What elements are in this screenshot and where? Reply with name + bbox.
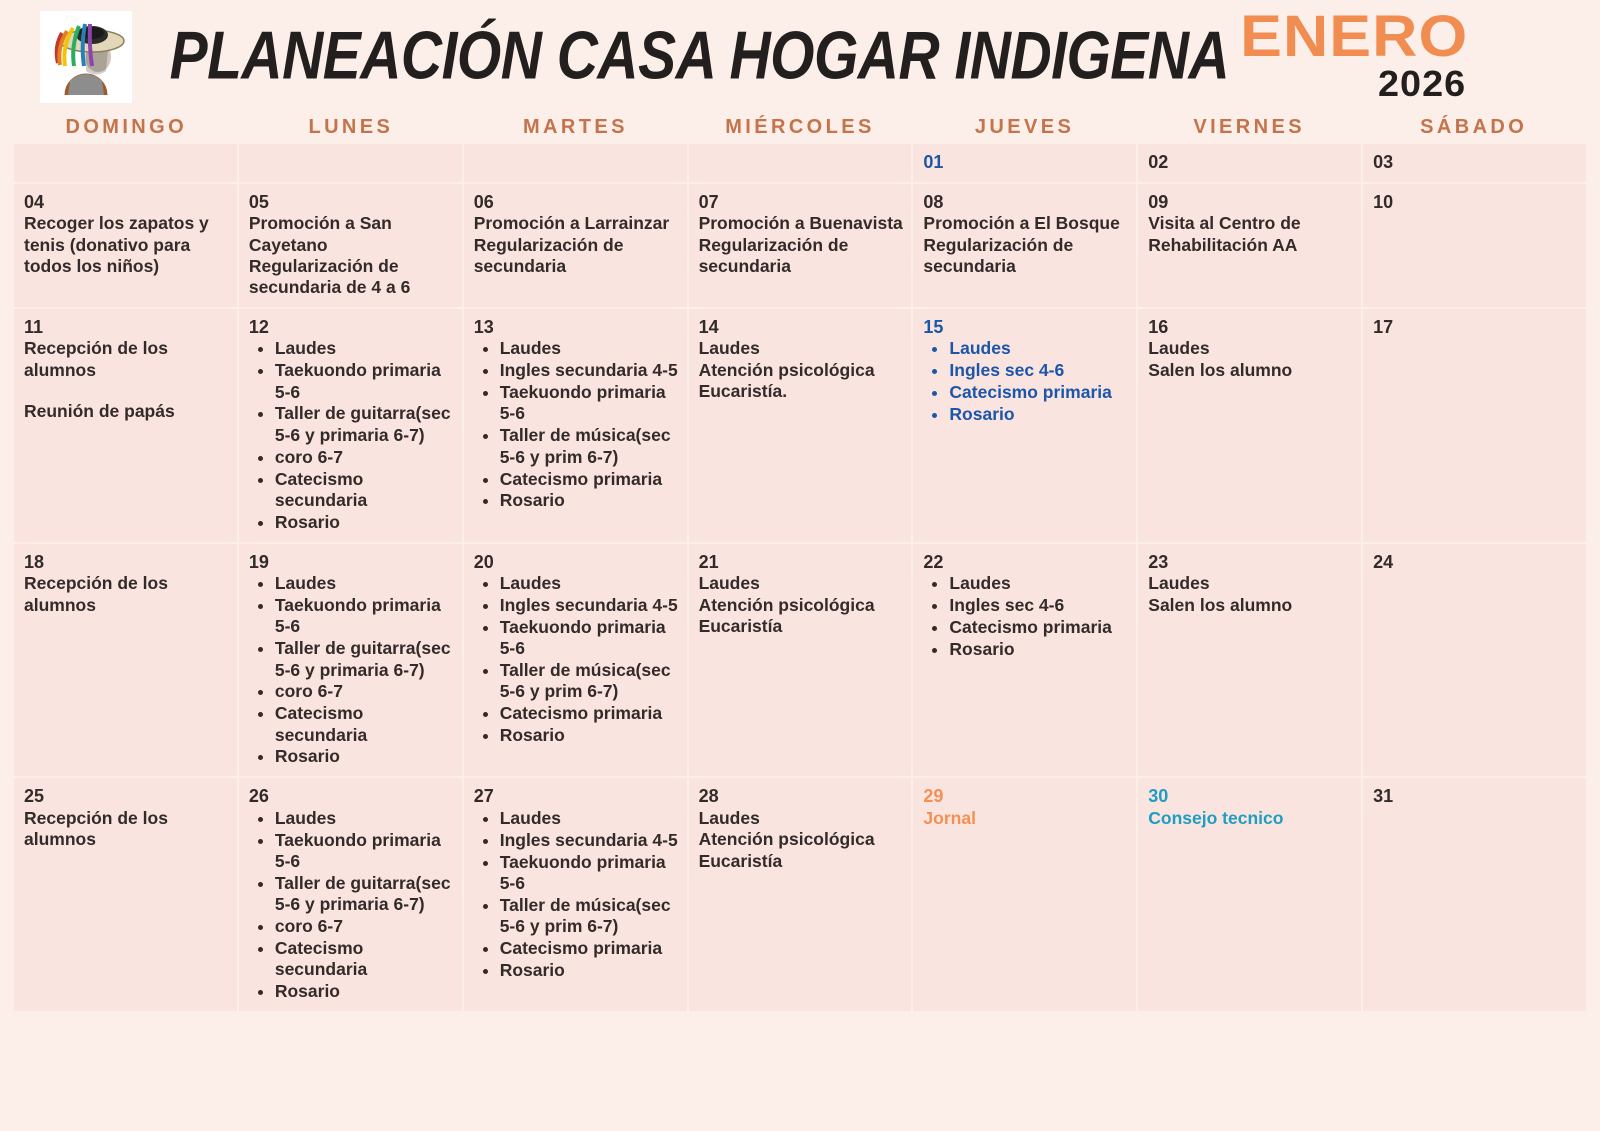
calendar-day-cell[interactable] bbox=[913, 778, 1136, 1011]
day-note-line: Consejo tecnico bbox=[1148, 808, 1284, 828]
weekday-label-2: MARTES bbox=[523, 115, 628, 138]
page-title: PLANEACIÓN CASA HOGAR INDIGENA bbox=[169, 18, 1230, 94]
calendar-day-cell[interactable] bbox=[14, 778, 237, 1011]
calendar-day-cell[interactable] bbox=[1138, 309, 1361, 542]
day-activity-item: • Taller de guitarra(sec 5-6 y primaria 6-7) bbox=[275, 638, 454, 681]
weekday-label-1: LUNES bbox=[308, 115, 394, 138]
day-note-block bbox=[1148, 213, 1353, 256]
day-number: 04 bbox=[24, 191, 45, 212]
day-activity-item: • Catecismo secundaria bbox=[275, 938, 454, 981]
day-number: 05 bbox=[248, 191, 269, 212]
calendar-day-cell[interactable] bbox=[913, 144, 1136, 182]
day-activity-item: • Taekuondo primaria 5-6 bbox=[275, 595, 454, 638]
calendar-day-cell[interactable] bbox=[239, 544, 462, 777]
day-note-line: Recoger los zapatos y tenis (donativo para todos los niños) bbox=[24, 213, 209, 277]
calendar-cell-empty bbox=[239, 144, 462, 182]
weekday-header-row bbox=[0, 110, 1600, 144]
calendar-day-cell[interactable] bbox=[1363, 184, 1586, 307]
day-note-line: Recepción de los alumnos bbox=[24, 808, 168, 850]
calendar-cell-empty bbox=[689, 144, 912, 182]
calendar-day-cell[interactable] bbox=[14, 309, 237, 542]
weekday-label-5: VIERNES bbox=[1193, 115, 1305, 138]
calendar-day-cell[interactable] bbox=[464, 309, 687, 542]
day-number: 20 bbox=[473, 551, 494, 572]
day-number: 19 bbox=[248, 551, 269, 572]
day-note-block bbox=[24, 808, 229, 851]
day-note-block bbox=[699, 808, 904, 872]
day-activity-item: • Rosario bbox=[949, 404, 1128, 425]
day-activity-item: • Ingles secundaria 4-5 bbox=[500, 830, 679, 851]
day-activity-item: • coro 6-7 bbox=[275, 447, 454, 468]
day-activity-item: • Laudes bbox=[500, 808, 679, 829]
calendar-grid bbox=[0, 144, 1600, 1011]
day-number: 03 bbox=[1373, 152, 1394, 172]
month-label: ENERO bbox=[1239, 4, 1468, 70]
day-note-line: Visita al Centro de Rehabilitación AA bbox=[1148, 213, 1301, 255]
day-note-line: Regularización de secundaria bbox=[473, 234, 624, 277]
calendar-day-cell[interactable] bbox=[239, 309, 462, 542]
day-note-line: Atención psicológica bbox=[698, 594, 875, 615]
day-activity-item: • Ingles secundaria 4-5 bbox=[500, 595, 679, 616]
calendar-day-cell[interactable] bbox=[1363, 309, 1586, 542]
day-note-line: Laudes bbox=[1148, 573, 1210, 594]
day-activity-list bbox=[249, 573, 454, 768]
day-note-block bbox=[1148, 808, 1353, 829]
day-activity-item: • Rosario bbox=[275, 746, 454, 767]
day-activity-item: • Rosario bbox=[275, 981, 454, 1002]
day-activity-list bbox=[474, 338, 679, 511]
calendar-day-cell[interactable] bbox=[14, 544, 237, 777]
calendar-day-cell[interactable] bbox=[689, 184, 912, 307]
day-number: 24 bbox=[1373, 551, 1394, 572]
day-note-line: Eucaristía. bbox=[698, 381, 788, 402]
day-note-line: Laudes bbox=[698, 808, 760, 828]
day-note-line: Regularización de secundaria bbox=[698, 234, 849, 277]
day-note-line: Promoción a El Bosque bbox=[923, 213, 1120, 234]
day-number: 27 bbox=[473, 786, 494, 807]
day-activity-item: • Laudes bbox=[500, 338, 679, 359]
day-number: 12 bbox=[248, 316, 269, 337]
day-note-line: Promoción a Larrainzar bbox=[473, 213, 670, 234]
day-activity-list bbox=[923, 573, 1128, 660]
page-header bbox=[0, 0, 1600, 110]
calendar-day-cell[interactable] bbox=[1363, 544, 1586, 777]
day-activity-item: • Ingles secundaria 4-5 bbox=[500, 360, 679, 381]
day-number: 26 bbox=[248, 786, 269, 807]
day-number: 07 bbox=[698, 191, 719, 212]
day-activity-item: • Catecismo primaria bbox=[949, 382, 1128, 403]
day-activity-item: • Rosario bbox=[275, 512, 454, 533]
calendar-cell-empty bbox=[464, 144, 687, 182]
day-note-line: Laudes bbox=[698, 573, 760, 594]
day-note-block bbox=[24, 573, 229, 616]
day-note-block bbox=[24, 213, 229, 277]
day-activity-item: • Taller de música(sec 5-6 y prim 6-7) bbox=[500, 425, 679, 468]
day-note-line: Recepción de los alumnos bbox=[24, 573, 168, 615]
calendar-day-cell[interactable] bbox=[239, 778, 462, 1011]
day-activity-item: • Taller de guitarra(sec 5-6 y primaria 6-7) bbox=[275, 403, 454, 446]
day-note-block bbox=[474, 213, 679, 277]
day-note-block bbox=[1148, 338, 1353, 381]
day-number: 17 bbox=[1373, 316, 1394, 337]
day-activity-item: • Laudes bbox=[275, 808, 454, 829]
day-activity-list bbox=[474, 808, 679, 981]
day-number: 02 bbox=[1148, 152, 1169, 172]
day-note-line: Reunión de papás bbox=[24, 401, 175, 422]
calendar-cell-empty bbox=[14, 144, 237, 182]
day-activity-item: • coro 6-7 bbox=[275, 916, 454, 937]
day-note-block bbox=[699, 573, 904, 637]
calendar-day-cell[interactable] bbox=[464, 544, 687, 777]
month-year-block bbox=[1239, 4, 1468, 104]
day-note-line: Atención psicológica bbox=[698, 829, 875, 850]
day-activity-item: • Laudes bbox=[949, 338, 1128, 359]
day-activity-item: • Rosario bbox=[500, 960, 679, 981]
day-activity-item: • Catecismo primaria bbox=[949, 617, 1128, 638]
day-activity-item: • Catecismo secundaria bbox=[275, 703, 454, 746]
day-note-block bbox=[923, 213, 1128, 277]
day-number: 01 bbox=[923, 152, 944, 172]
day-note-block bbox=[699, 213, 904, 277]
day-activity-item: • Laudes bbox=[275, 573, 454, 594]
day-number: 25 bbox=[24, 786, 45, 807]
day-activity-item: • Taller de música(sec 5-6 y prim 6-7) bbox=[500, 660, 679, 703]
day-activity-item: • Taekuondo primaria 5-6 bbox=[275, 830, 454, 873]
day-activity-item: • Laudes bbox=[949, 573, 1128, 594]
day-number: 28 bbox=[698, 786, 719, 807]
calendar-day-cell[interactable] bbox=[14, 184, 237, 307]
day-number: 08 bbox=[923, 191, 944, 212]
day-number: 18 bbox=[24, 551, 45, 572]
logo-illustration-icon bbox=[40, 11, 132, 103]
calendar-day-cell[interactable] bbox=[1363, 778, 1586, 1011]
day-activity-item: • Laudes bbox=[275, 338, 454, 359]
day-note-line: Laudes bbox=[698, 338, 760, 359]
day-note-line: Regularización de secundaria bbox=[923, 234, 1074, 277]
day-activity-item: • coro 6-7 bbox=[275, 681, 454, 702]
day-number: 30 bbox=[1148, 786, 1169, 807]
day-number: 14 bbox=[698, 316, 719, 337]
day-note-block bbox=[699, 338, 904, 402]
day-note-block bbox=[923, 808, 1128, 829]
day-note-line: Eucaristía bbox=[698, 615, 783, 636]
calendar-day-cell[interactable] bbox=[913, 309, 1136, 542]
day-number: 09 bbox=[1148, 191, 1169, 212]
calendar-day-cell[interactable] bbox=[1138, 544, 1361, 777]
day-note-line: Laudes bbox=[1148, 338, 1210, 359]
day-note-line: Promoción a Buenavista bbox=[698, 213, 903, 234]
day-note-line: Salen los alumno bbox=[1148, 359, 1293, 380]
day-activity-item: • Taekuondo primaria 5-6 bbox=[500, 852, 679, 895]
day-note-block bbox=[249, 213, 454, 298]
day-note-line: Recepción de los alumnos bbox=[24, 338, 168, 380]
day-activity-item: • Catecismo secundaria bbox=[275, 469, 454, 512]
day-activity-item: • Ingles sec 4-6 bbox=[949, 595, 1128, 616]
day-activity-item: • Catecismo primaria bbox=[500, 703, 679, 724]
day-note-line: Atención psicológica bbox=[698, 359, 875, 380]
day-note-line: Jornal bbox=[923, 808, 976, 828]
calendar-day-cell[interactable] bbox=[913, 184, 1136, 307]
day-number: 29 bbox=[923, 786, 944, 807]
day-activity-item: • Catecismo primaria bbox=[500, 469, 679, 490]
day-activity-item: • Taekuondo primaria 5-6 bbox=[275, 360, 454, 403]
day-activity-item: • Laudes bbox=[500, 573, 679, 594]
day-number: 11 bbox=[24, 316, 44, 337]
weekday-label-3: MIÉRCOLES bbox=[725, 115, 875, 138]
calendar-day-cell[interactable] bbox=[1138, 778, 1361, 1011]
calendar-day-cell[interactable] bbox=[913, 544, 1136, 777]
day-note-block bbox=[1148, 573, 1353, 616]
day-activity-item: • Catecismo primaria bbox=[500, 938, 679, 959]
calendar-day-cell[interactable] bbox=[1138, 184, 1361, 307]
day-number: 10 bbox=[1373, 191, 1394, 212]
day-note-line: Regularización de secundaria de 4 a 6 bbox=[248, 256, 411, 298]
day-activity-list bbox=[249, 338, 454, 533]
day-number: 16 bbox=[1148, 316, 1169, 337]
day-note-line: Promoción a San Cayetano bbox=[248, 213, 392, 255]
day-note-spacer bbox=[24, 381, 229, 401]
day-number: 13 bbox=[473, 316, 494, 337]
calendar-day-cell[interactable] bbox=[1138, 144, 1361, 182]
weekday-label-4: JUEVES bbox=[974, 115, 1075, 138]
day-activity-item: • Rosario bbox=[949, 639, 1128, 660]
day-number: 23 bbox=[1148, 551, 1169, 572]
day-activity-list bbox=[923, 338, 1128, 425]
day-activity-item: • Taller de guitarra(sec 5-6 y primaria 6-7) bbox=[275, 873, 454, 916]
day-number: 06 bbox=[473, 191, 494, 212]
calendar-day-cell[interactable] bbox=[689, 309, 912, 542]
day-note-line: Eucaristía bbox=[698, 850, 783, 871]
day-number: 22 bbox=[923, 551, 944, 572]
calendar-day-cell[interactable] bbox=[464, 184, 687, 307]
weekday-label-6: SÁBADO bbox=[1420, 115, 1528, 138]
calendar-day-cell[interactable] bbox=[689, 778, 912, 1011]
year-label: 2026 bbox=[1377, 62, 1466, 104]
day-number: 15 bbox=[923, 316, 944, 337]
calendar-day-cell[interactable] bbox=[464, 778, 687, 1011]
day-number: 21 bbox=[698, 551, 719, 572]
day-activity-item: • Rosario bbox=[500, 490, 679, 511]
day-number: 31 bbox=[1373, 786, 1394, 807]
calendar-day-cell[interactable] bbox=[689, 544, 912, 777]
day-activity-item: • Ingles sec 4-6 bbox=[949, 360, 1128, 381]
day-activity-item: • Taekuondo primaria 5-6 bbox=[500, 617, 679, 660]
day-activity-list bbox=[474, 573, 679, 746]
day-note-line: Salen los alumno bbox=[1148, 594, 1293, 615]
day-note-block bbox=[24, 338, 229, 422]
day-activity-item: • Rosario bbox=[500, 725, 679, 746]
day-activity-item: • Taekuondo primaria 5-6 bbox=[500, 382, 679, 425]
calendar-day-cell[interactable] bbox=[1363, 144, 1586, 182]
day-activity-list bbox=[249, 808, 454, 1003]
weekday-label-0: DOMINGO bbox=[65, 115, 188, 138]
day-activity-item: • Taller de música(sec 5-6 y prim 6-7) bbox=[500, 895, 679, 938]
calendar-day-cell[interactable] bbox=[239, 184, 462, 307]
casa-hogar-indigena-logo bbox=[40, 11, 132, 103]
